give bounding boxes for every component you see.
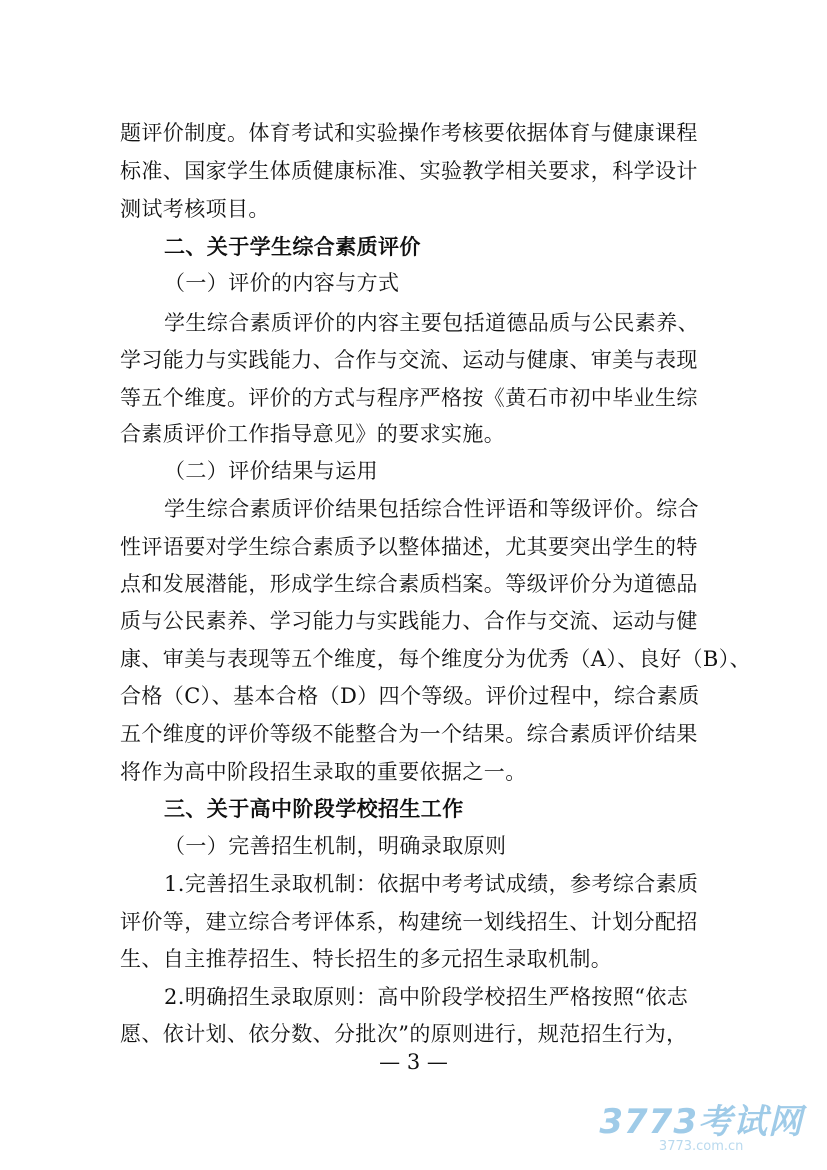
body-line: 学习能力与实践能力、合作与交流、运动与健康、审美与表现 [120, 348, 698, 372]
body-line: 点和发展潜能，形成学生综合素质档案。等级评价分为道德品 [120, 572, 698, 596]
body-line: 评价等，建立综合考评体系，构建统一划线招生、计划分配招 [120, 910, 698, 934]
page-number: — 3 — [379, 1050, 448, 1074]
body-line: 测试考核项目。 [120, 197, 270, 221]
body-line: 合素质评价工作指导意见》的要求实施。 [120, 422, 506, 446]
body-line: 标准、国家学生体质健康标准、实验教学相关要求，科学设计 [120, 159, 698, 183]
subsection-heading: （一）评价的内容与方式 [164, 271, 400, 295]
body-line: 等五个维度。评价的方式与程序严格按《黄石市初中毕业生综 [120, 386, 698, 410]
body-line: 性评语要对学生综合素质予以整体描述，尤其要突出学生的特 [120, 535, 698, 559]
watermark-main: 3773考试网 [599, 1102, 803, 1142]
subsection-heading: （二）评价结果与运用 [164, 459, 378, 483]
body-line: 康、审美与表现等五个维度，每个维度分为优秀（A）、良好（B）、 [120, 647, 751, 671]
section-heading-3: 三、关于高中阶段学校招生工作 [164, 797, 464, 821]
body-line: 2.明确招生录取原则：高中阶段学校招生严格按照“依志 [164, 985, 689, 1009]
body-line: 质与公民素养、学习能力与实践能力、合作与交流、运动与健 [120, 609, 698, 633]
body-line: 学生综合素质评价的内容主要包括道德品质与公民素养、 [164, 311, 699, 335]
body-line: 学生综合素质评价结果包括综合性评语和等级评价。综合 [164, 497, 699, 521]
section-heading-2: 二、关于学生综合素质评价 [164, 235, 421, 259]
body-line: 生、自主推荐招生、特长招生的多元招生录取机制。 [120, 947, 613, 971]
body-line: 将作为高中阶段招生录取的重要依据之一。 [120, 760, 527, 784]
body-line: 五个维度的评价等级不能整合为一个结果。综合素质评价结果 [120, 722, 698, 746]
body-line: 愿、依计划、依分数、分批次”的原则进行，规范招生行为， [120, 1022, 688, 1046]
body-line: 题评价制度。体育考试和实验操作考核要依据体育与健康课程 [120, 121, 698, 145]
subsection-heading: （一）完善招生机制，明确录取原则 [164, 834, 507, 858]
body-line: 1.完善招生录取机制：依据中考考试成绩，参考综合素质 [164, 872, 699, 896]
body-line: 合格（C）、基本合格（D）四个等级。评价过程中，综合素质 [120, 684, 700, 708]
watermark-sub: 3773.com.cn [658, 1139, 744, 1154]
watermark-logo [599, 1094, 803, 1154]
